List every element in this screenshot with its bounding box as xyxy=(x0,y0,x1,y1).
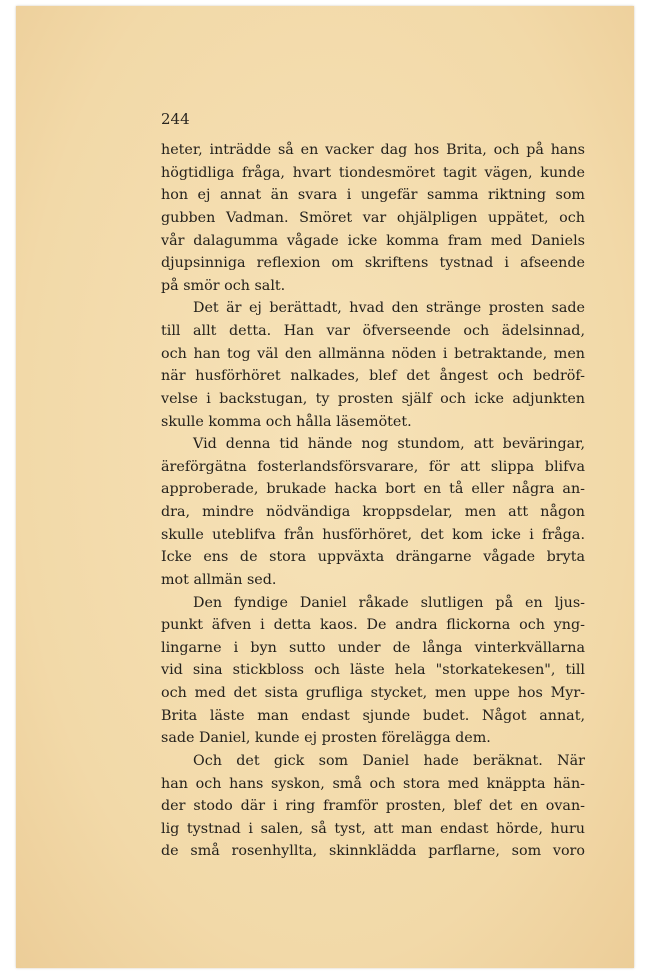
text-line: de små rosenhyllta, skinnklädda parflarne, som voro xyxy=(161,843,585,860)
page-number: 244 xyxy=(161,110,190,128)
text-line: Den fyndige Daniel råkade slutligen på en ljus- xyxy=(193,594,585,611)
text-line: djupsinniga reflexion om skriftens tystnad i afseende xyxy=(161,255,585,272)
text-line: hon ej annat än svara i ungefär samma riktning som xyxy=(161,187,585,204)
text-line: punkt äfven i detta kaos. De andra flickorna och yng- xyxy=(161,617,585,634)
text-line: vår dalagumma vågade icke komma fram med Daniels xyxy=(161,232,585,249)
body-text xyxy=(161,139,585,863)
text-line: och med det sista grufliga stycket, men uppe hos Myr- xyxy=(161,685,585,701)
text-line: der stodo där i ring framför prosten, blef det en ovan- xyxy=(161,798,585,815)
text-line: lig tystnad i salen, så tyst, att man endast hörde, huru xyxy=(161,820,585,837)
text-line: Och det gick som Daniel hade beräknat. När xyxy=(193,752,585,769)
text-line: mot allmän sed. xyxy=(161,571,277,588)
text-line: och han tog väl den allmänna nöden i betraktande, men xyxy=(161,345,585,362)
text-line: vid sina stickbloss och läste hela "storkatekesen", till xyxy=(161,662,585,679)
text-line: heter, inträdde så en vacker dag hos Brita, och på hans xyxy=(161,142,585,158)
text-line: Det är ej berättadt, hvad den stränge prosten sade xyxy=(193,300,585,317)
text-line: han och hans syskon, små och stora med knäppta hän- xyxy=(161,775,585,792)
text-line: gubben Vadman. Smöret var ohjälpligen uppätet, och xyxy=(161,209,585,226)
book-page xyxy=(16,6,634,968)
text-line: på smör och salt. xyxy=(161,277,286,294)
text-line: till allt detta. Han var öfverseende och ädelsinnad, xyxy=(161,323,585,339)
text-line: högtidliga fråga, hvart tiondesmöret tagit vägen, kunde xyxy=(161,164,585,181)
text-line: när husförhöret nalkades, blef det ångest och bedröf- xyxy=(161,368,585,385)
text-line: lingarne i byn sutto under de långa vinterkvällarna xyxy=(161,639,585,656)
text-line: Brita läste man endast sjunde budet. Något annat, xyxy=(161,707,585,724)
text-line: sade Daniel, kunde ej prosten förelägga dem. xyxy=(161,730,491,747)
text-line: skulle uteblifva från husförhöret, det kom icke i fråga. xyxy=(161,526,585,543)
text-line: skulle komma och hålla läsemötet. xyxy=(161,413,412,430)
text-line: velse i backstugan, ty prosten själf och icke adjunkten xyxy=(161,390,585,407)
text-line: dra, mindre nödvändiga kroppsdelar, men att någon xyxy=(161,504,585,520)
text-line: äreförgätna fosterlandsförsvarare, för att slippa blifva xyxy=(161,458,585,475)
text-line: Icke ens de stora uppväxta drängarne vågade bryta xyxy=(161,549,585,566)
text-line: Vid denna tid hände nog stundom, att beväringar, xyxy=(193,436,585,453)
text-line: approberade, brukade hacka bort en tå eller några an- xyxy=(161,481,585,498)
